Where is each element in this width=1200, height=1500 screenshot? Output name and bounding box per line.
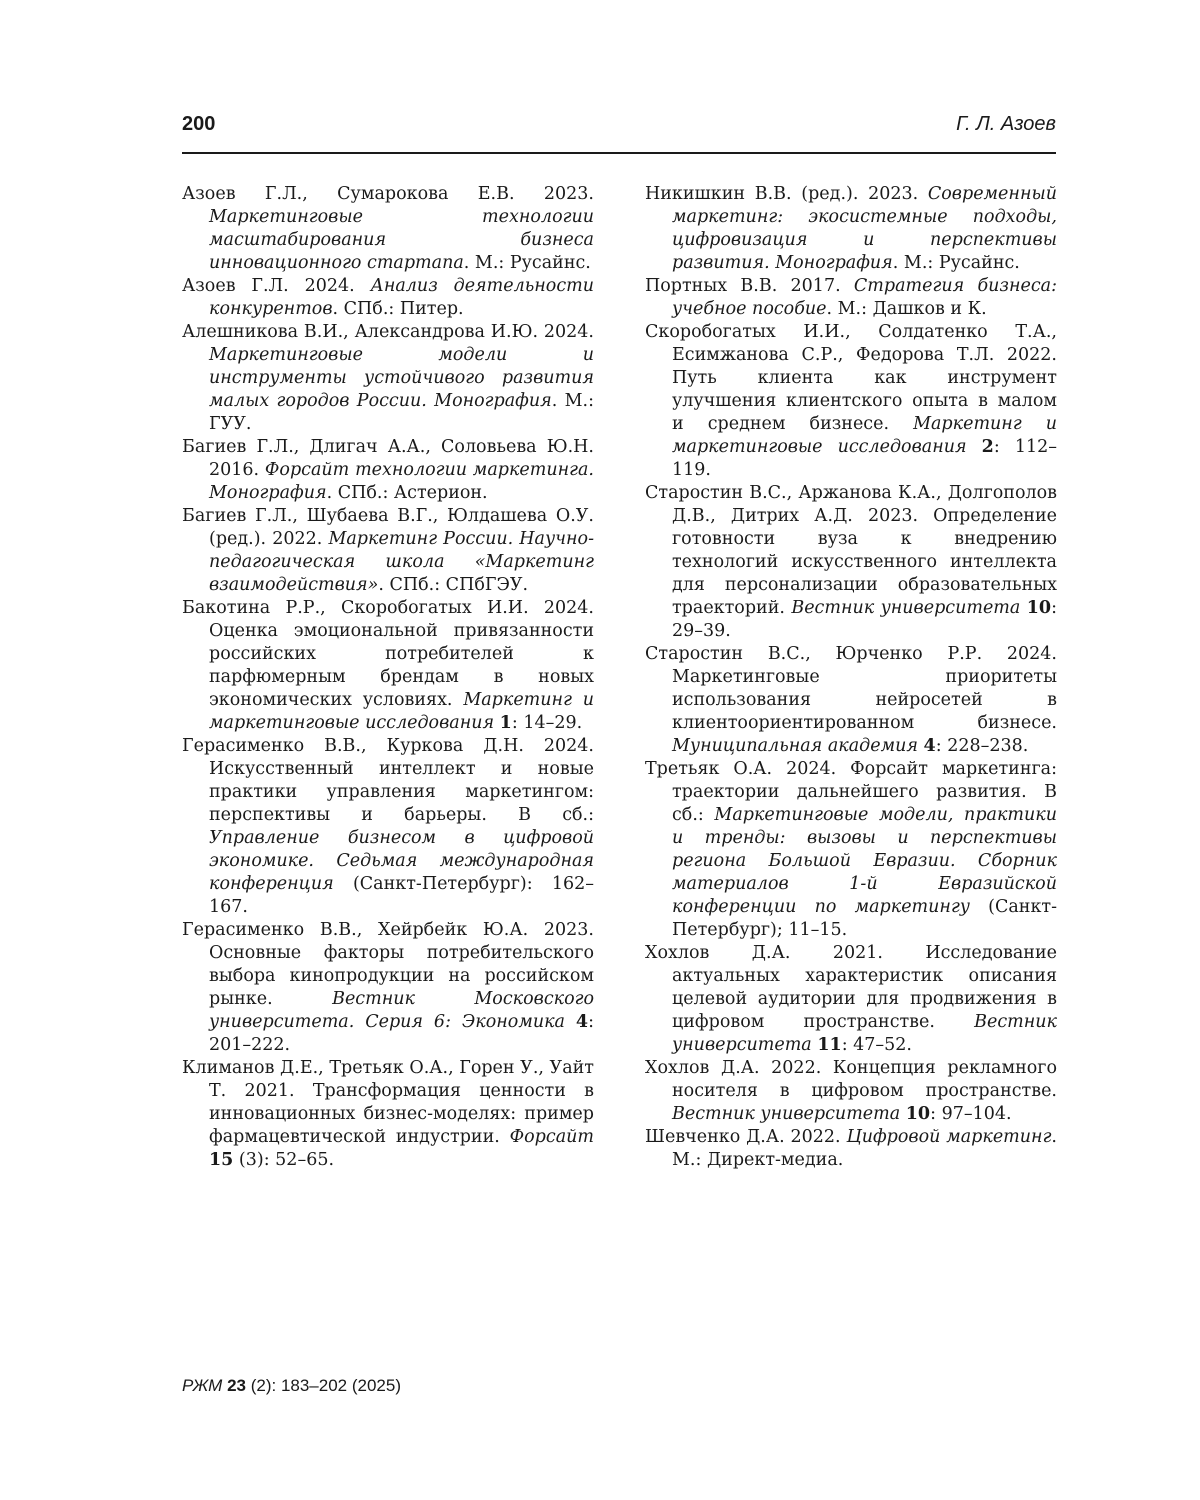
reference-entry <box>645 482 1057 643</box>
reference-entry <box>645 758 1057 942</box>
reference-entry <box>645 942 1057 1057</box>
journal-volume: 23 <box>227 1376 246 1395</box>
reference-pre: Багиев Г.Л., Шубаева В.Г., Юлдашева О.У. (ред.). 2022. <box>182 506 594 549</box>
reference-entry <box>645 1126 1057 1172</box>
reference-entry <box>182 275 594 321</box>
reference-title: Современный маркетинг: экосистемные подходы, цифровизация и перспективы развития. Монография <box>672 184 1057 273</box>
reference-pre: Азоев Г.Л., Сумарокова Е.В. 2023. <box>182 184 594 204</box>
reference-post: (Санкт-Петербург); 11–15. <box>672 897 1057 940</box>
page-number: 200 <box>182 113 216 135</box>
reference-post: . СПб.: Астерион. <box>326 483 488 503</box>
reference-vol: 4 <box>923 736 936 756</box>
reference-post <box>565 1012 576 1032</box>
reference-post: . М.: Директ-медиа. <box>672 1127 1057 1170</box>
reference-entry <box>645 275 1057 321</box>
reference-vol: 4 <box>575 1012 589 1032</box>
reference-title: Маркетинг и маркетинговые исследования <box>672 414 1057 457</box>
reference-pre: Багиев Г.Л., Длигач А.А., Соловьева Ю.Н. 2016. <box>182 437 594 480</box>
reference-entry <box>645 1057 1057 1126</box>
references-column-right <box>645 183 1057 1172</box>
reference-title: Стратегия бизнеса: учебное пособие <box>672 276 1057 319</box>
reference-pre: Хохлов Д.А. 2021. Исследование актуальных характеристик описания целевой аудитории для продвижения в цифровом пространстве. <box>645 943 1057 1032</box>
reference-pre: Герасименко В.В., Хейрбейк Ю.А. 2023. Основные факторы потребительского выбора кинопродукции на российском рынке. <box>182 920 594 1009</box>
reference-tail: : 47–52. <box>841 1035 912 1055</box>
reference-pre: Азоев Г.Л. 2024. <box>182 276 371 296</box>
reference-tail: : 29–39. <box>672 598 1057 641</box>
reference-tail: : 201–222. <box>209 1012 594 1055</box>
reference-pre: Третьяк О.А. 2024. Форсайт маркетинга: траектории дальнейшего развития. В сб.: <box>645 759 1057 825</box>
journal-footer <box>182 1376 401 1396</box>
reference-entry <box>645 183 1057 275</box>
reference-tail: : 228–238. <box>935 736 1029 756</box>
reference-title: Форсайт технологии маркетинга. Монография <box>209 460 594 503</box>
reference-pre: Шевченко Д.А. 2022. <box>645 1127 847 1147</box>
reference-entry <box>645 643 1057 758</box>
reference-pre: Старостин В.С., Юрченко Р.Р. 2024. Маркетинговые приоритеты использования нейросетей в клиентоориентированном бизнесе. <box>645 644 1057 733</box>
reference-post: . СПб.: СПбГЭУ. <box>378 575 529 595</box>
reference-title: Вестник университета <box>791 598 1021 618</box>
journal-issue-pages: (2): 183–202 (2025) <box>246 1376 401 1395</box>
reference-entry <box>645 321 1057 482</box>
reference-tail: : 97–104. <box>930 1104 1012 1124</box>
reference-tail: (3): 52–65. <box>233 1150 335 1170</box>
reference-vol: 2 <box>981 437 994 457</box>
reference-post: . М.: Русайнс. <box>892 253 1020 273</box>
reference-pre: Старостин В.С., Аржанова К.А., Долгополов Д.В., Дитрих А.Д. 2023. Определение готовности вуза к внедрению технологий искусственного интеллекта для персонализации образовательных траекторий. <box>645 483 1057 618</box>
reference-vol: 1 <box>499 713 512 733</box>
reference-pre: Бакотина Р.Р., Скоробогатых И.И. 2024. Оценка эмоциональной привязанности российских потребителей к парфюмерным брендам в новых экономических условиях. <box>182 598 594 710</box>
reference-post: . СПб.: Питер. <box>332 299 464 319</box>
reference-vol: 11 <box>817 1035 842 1055</box>
reference-title: Вестник Московского университета. Серия 6: Экономика <box>209 989 594 1032</box>
reference-entry <box>182 735 594 919</box>
reference-title: Вестник университета <box>672 1012 1057 1055</box>
reference-pre: Алешникова В.И., Александрова И.Ю. 2024. <box>182 322 594 342</box>
reference-tail: : 112–119. <box>672 437 1057 480</box>
reference-vol: 15 <box>209 1150 234 1170</box>
references-column-left <box>182 183 594 1172</box>
reference-vol: 10 <box>905 1104 931 1124</box>
reference-pre: Скоробогатых И.И., Солдатенко Т.А., Есимжанова С.Р., Федорова Т.Л. 2022. Путь клиента как инструмент улучшения клиентского опыта в малом и среднем бизнесе. <box>645 322 1057 434</box>
reference-tail: : 14–29. <box>511 713 583 733</box>
reference-title: Маркетинговые модели и инструменты устойчивого развития малых городов России. Монография <box>209 345 594 411</box>
reference-entry <box>182 321 594 436</box>
reference-pre: Портных В.В. 2017. <box>645 276 854 296</box>
reference-post: . М.: Дашков и К. <box>826 299 987 319</box>
reference-title: Муниципальная академия <box>672 736 918 756</box>
reference-title: Маркетинг России. Научно-педагогическая школа «Маркетинг взаимодействия» <box>209 529 595 595</box>
reference-entry <box>182 436 594 505</box>
reference-post: . М.: Русайнс. <box>463 253 591 273</box>
header-rule <box>182 152 1056 154</box>
reference-pre: Хохлов Д.А. 2022. Концепция рекламного носителя в цифровом пространстве. <box>645 1058 1057 1101</box>
reference-entry <box>182 1057 594 1172</box>
reference-pre: Никишкин В.В. (ред.). 2023. <box>645 184 928 204</box>
reference-title: Маркетинговые модели, практики и тренды: вызовы и перспективы региона Большой Евразии. Сборник материалов 1-й Евразийской конференции по маркетингу <box>672 805 1058 917</box>
journal-abbrev: РЖМ <box>182 1376 223 1395</box>
reference-entry <box>182 183 594 275</box>
reference-post: (Санкт-Петербург): 162–167. <box>209 874 594 917</box>
reference-title: Форсайт <box>509 1127 594 1147</box>
reference-title: Маркетинг и маркетинговые исследования <box>209 690 594 733</box>
reference-post: . М.: ГУУ. <box>209 391 594 434</box>
reference-pre: Герасименко В.В., Куркова Д.Н. 2024. Искусственный интеллект и новые практики управления маркетингом: перспективы и барьеры. В сб.: <box>182 736 594 825</box>
reference-title: Цифровой маркетинг <box>846 1127 1052 1147</box>
reference-title: Вестник университета <box>672 1104 901 1124</box>
reference-pre: Климанов Д.Е., Третьяк О.А., Горен У., Уайт Т. 2021. Трансформация ценности в инновационных бизнес-моделях: пример фармацевтической индустрии. <box>182 1058 594 1147</box>
reference-title: Управление бизнесом в цифровой экономике. Седьмая международная конференция <box>209 828 594 894</box>
reference-title: Анализ деятельности конкурентов <box>209 276 594 319</box>
reference-title: Маркетинговые технологии масштабирования бизнеса инновационного стартапа <box>209 207 594 273</box>
reference-post <box>967 437 982 457</box>
reference-entry <box>182 505 594 597</box>
running-head-author: Г. Л. Азоев <box>956 113 1056 135</box>
reference-entry <box>182 597 594 735</box>
reference-entry <box>182 919 594 1057</box>
reference-vol: 10 <box>1026 598 1052 618</box>
